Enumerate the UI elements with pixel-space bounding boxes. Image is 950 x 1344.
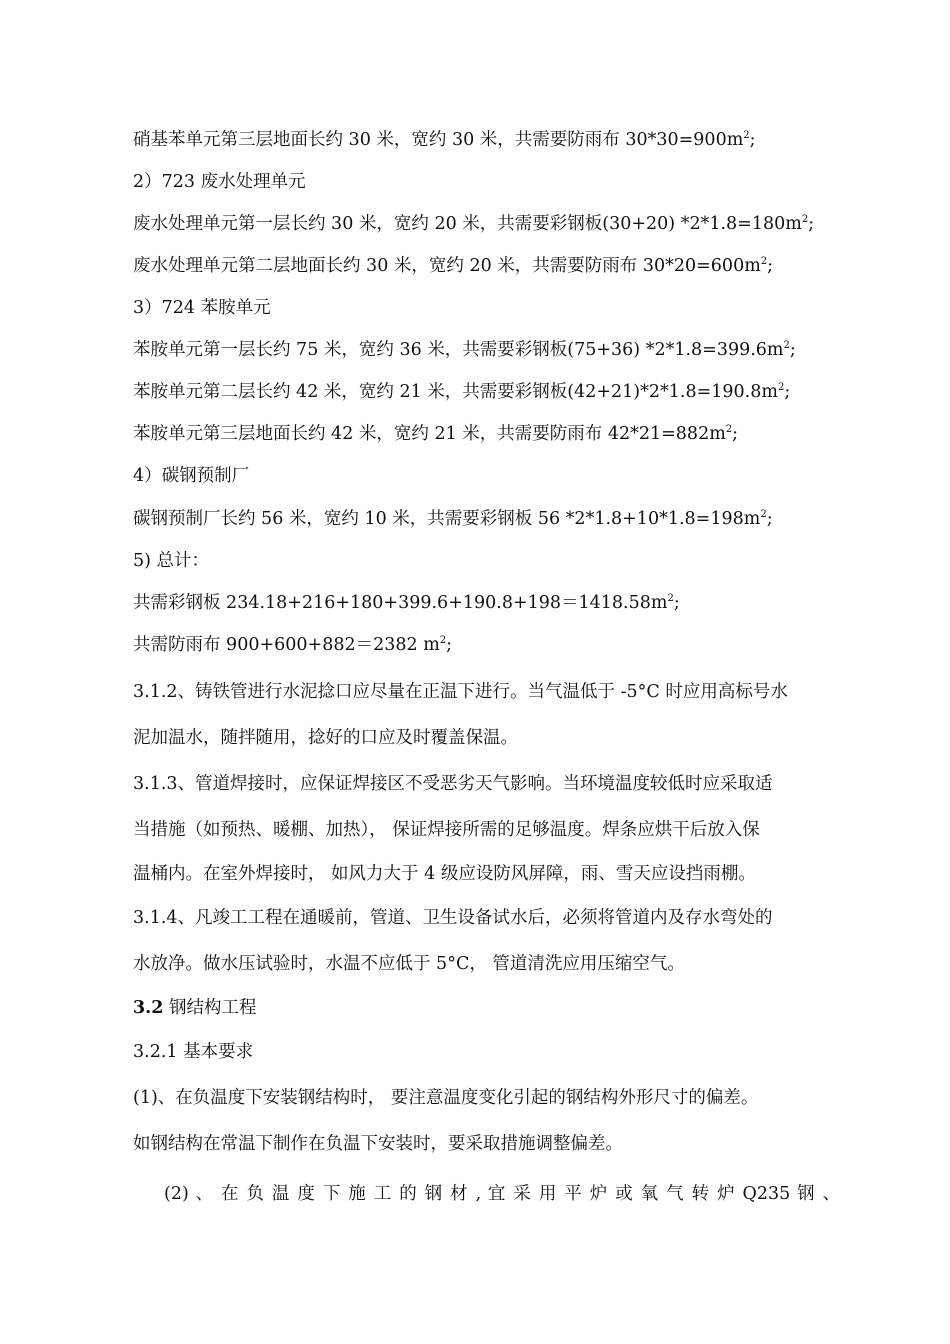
paragraph-line: 水放净。做水压试验时，水温不应低于 5°C， 管道清洗应用压缩空气。 <box>133 954 685 974</box>
text-line: 苯胺单元第二层长约 42 米，宽约 21 米，共需要彩钢板$(42+21)*2*1.8=190.8m^2$; <box>133 382 791 402</box>
paragraph-line: (2) 、 在 负 温 度 下 施 工 的 钢 材 , 宜 采 用 平 炉 或 氧 气 转 炉 Q235 钢 、 <box>164 1184 840 1204</box>
subsection-heading: 3.2.1 基本要求 <box>133 1042 254 1062</box>
text-line: 共需防雨布 900+600+882＝2382 $m^2$; <box>133 635 453 655</box>
text-line: 3）724 苯胺单元 <box>133 298 271 318</box>
section-heading: 3.2 钢结构工程 <box>133 998 257 1018</box>
text-line: 苯胺单元第三层地面长约 42 米，宽约 21 米，共需要防雨布 $42*21=882m^2$; <box>133 424 739 444</box>
text-line: 4）碳钢预制厂 <box>133 466 250 486</box>
paragraph-line: (1)、在负温度下安装钢结构时， 要注意温度变化引起的钢结构外形尺寸的偏差。 <box>133 1088 759 1108</box>
text-line: 2）723 废水处理单元 <box>133 172 306 192</box>
text-line: 5) 总计： <box>133 551 210 571</box>
paragraph-line: 如钢结构在常温下制作在负温下安装时，要采取措施调整偏差。 <box>133 1134 623 1154</box>
text-line: 硝基苯单元第三层地面长约 30 米，宽约 30 米，共需要防雨布 $30*30=900m^2$; <box>133 130 756 150</box>
text-line: 共需彩钢板 $234.18+216+180+399.6+190.8+198=1418.58m^2$; <box>133 593 680 613</box>
text-line: 碳钢预制厂长约 56 米，宽约 10 米，共需要彩钢板 56 $*2*1.8+10*1.8=198m^2$; <box>133 509 773 529</box>
paragraph-line: 当措施（如预热、暖棚、加热）， 保证焊接所需的足够温度。焊条应烘干后放入保 <box>133 820 760 840</box>
text-line: 废水处理单元第二层地面长约 30 米，宽约 20 米，共需要防雨布 $30*20=600m^2$; <box>133 256 774 276</box>
paragraph-line: 3.1.4、凡竣工工程在通暖前，管道、卫生设备试水后，必须将管道内及存水弯处的 <box>133 908 773 928</box>
paragraph-line: 3.1.2、铸铁管进行水泥捻口应尽量在正温下进行。当气温低于 -5°C 时应用高标号水 <box>133 682 788 702</box>
paragraph-line: 3.1.3、管道焊接时，应保证焊接区不受恶劣天气影响。当环境温度较低时应采取适 <box>133 774 773 794</box>
text-line: 废水处理单元第一层长约 30 米，宽约 20 米，共需要彩钢板(30+20) $*2*1.8=180m^2$; <box>133 214 815 234</box>
paragraph-line: 温桶内。在室外焊接时， 如风力大于 4 级应设防风屏障，雨、雪天应设挡雨棚。 <box>133 864 756 884</box>
text-line: 苯胺单元第一层长约 75 米，宽约 36 米，共需要彩钢板(75+36) $*2*1.8=399.6m^2$; <box>133 340 796 360</box>
paragraph-line: 泥加温水，随拌随用，捻好的口应及时覆盖保温。 <box>133 728 518 748</box>
